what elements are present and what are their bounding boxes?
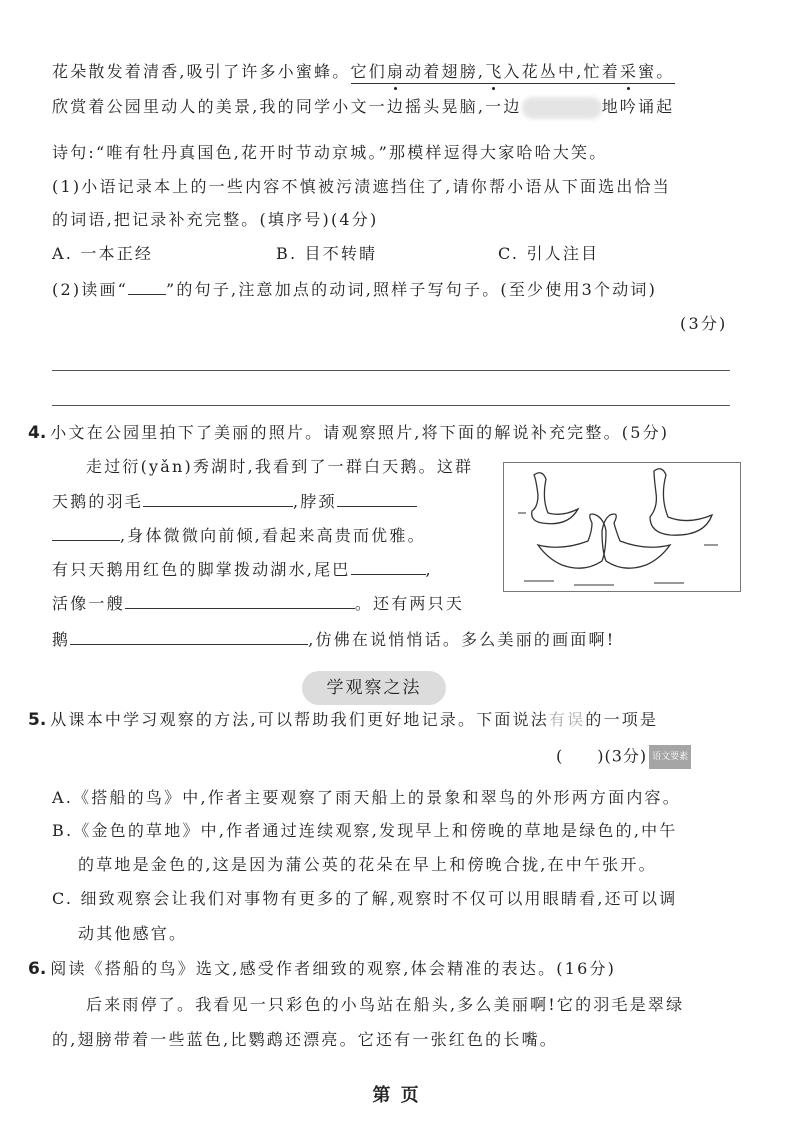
category-tag: 语文要素 [649,745,691,769]
question-number: 4. [28,423,47,443]
q5-option-c: C. 细致观察会让我们对事物有更多的了解,观察时不仅可以用眼睛看,还可以调 [52,889,678,908]
text: , [425,560,433,579]
q4-line1: 走过衍(yǎn)秀湖时,我看到了一群白天鹅。这群 [86,457,474,476]
dotted-verb: 扇 [386,62,406,81]
dotted-verb: 飞 [485,62,504,81]
section-badge: 学观察之法 [302,671,446,705]
q4-line3 [52,524,426,547]
underlined-sentence [351,62,675,84]
text: 鹅 [52,630,71,649]
text: 活像一艘 [52,594,125,613]
text: 有只天鹅用红色的脚掌拨动湖水,尾巴 [52,560,351,579]
q6-stem [28,958,616,980]
passage-line-1 [52,61,675,83]
q5-option-a: A.《搭船的鸟》中,作者主要观察了雨天船上的景象和翠鸟的外形两方面内容。 [52,788,681,807]
text: 天鹅的羽毛 [52,492,144,511]
swan-left-back [532,473,578,524]
q4-line5 [52,592,464,615]
option-a: A. 一本正经 [52,244,154,263]
passage-line-3: 诗句:“唯有牡丹真国色,花开时节动京城。”那模样逗得大家哈哈大笑。 [52,143,608,162]
answer-line[interactable] [52,405,730,406]
emphasis-text: 有误 [548,710,586,729]
fill-blank[interactable] [125,592,355,609]
q4-line4 [52,558,433,581]
fill-blank[interactable] [143,490,293,507]
q3-1-line1: (1)小语记录本上的一些内容不慎被污渍遮挡住了,请你帮小语从下面选出恰当 [52,177,671,196]
fill-blank[interactable] [351,558,426,575]
q5-option-b-cont: 的草地是金色的,这是因为蒲公英的花朵在早上和傍晚合拢,在中午张开。 [78,855,657,874]
text: ,身体微微向前倾,看起来高贵而优雅。 [120,526,426,545]
q6-passage-line2: 的,翅膀带着一些蓝色,比鹦鹉还漂亮。它还有一张红色的长嘴。 [52,1030,558,1049]
text: 阅读《搭船的鸟》选文,感受作者细致的观察,体会精准的表达。(16分) [50,959,617,978]
underline-sample [128,278,166,295]
fill-blank[interactable] [70,628,308,645]
q6-passage-line1: 后来雨停了。我看见一只彩色的小鸟站在船头,多么美丽啊!它的羽毛是翠绿 [86,995,685,1014]
dotted-verb: 采 [619,62,639,81]
passage-line-2 [52,96,674,119]
swan-right-back [650,469,712,535]
text: 入花丛中,忙着 [503,62,620,81]
text: 的一项是 [585,710,659,729]
fill-blank[interactable] [337,490,417,507]
q3-2-score: (3分) [680,314,728,333]
text: 欣赏着公园里动人的美景,我的同学小文一边摇头晃脑,一边 [52,97,522,116]
q5-answer-row [556,745,691,769]
text: 动着翅膀, [405,62,486,81]
fill-blank[interactable] [52,524,120,541]
q5-stem [28,709,658,731]
answer-bracket[interactable]: ( )(3分) [556,746,648,766]
text: 。还有两只天 [354,594,465,613]
q4-stem [28,422,669,444]
q5-option-b: B.《金色的草地》中,作者通过连续观察,发现早上和傍晚的草地是绿色的,中午 [52,821,678,840]
q4-line2 [52,490,417,513]
text: ,仿佛在说悄悄话。多么美丽的画面啊! [308,630,616,649]
q4-line6 [52,628,615,651]
q3-1-line2: 的词语,把记录补充完整。(填序号)(4分) [52,210,379,229]
text: ,脖颈 [293,492,337,511]
page-footer: 第 页 [372,1085,421,1106]
text: 花朵散发着清香,吸引了许多小蜜蜂。 [52,62,351,81]
swan-left-front [538,514,606,568]
swan-right-front [602,514,670,568]
text: (2)读画“ [52,280,129,299]
swan-photo [503,462,741,592]
question-number: 6. [28,959,47,979]
question-number: 5. [28,710,47,730]
option-b: B. 目不转睛 [276,244,378,263]
answer-line[interactable] [52,370,730,371]
q5-option-c-cont: 动其他感官。 [78,924,188,943]
text: 它们 [350,62,387,81]
text: ”的句子,注意加点的动词,照样子写句子。(至少使用3个动词) [166,280,658,299]
option-c: C. 引人注目 [498,244,600,263]
stain-blank [522,97,602,119]
text: 从课本中学习观察的方法,可以帮助我们更好地记录。下面说法 [50,710,549,729]
text: 小文在公园里拍下了美丽的照片。请观察照片,将下面的解说补充完整。(5分) [50,423,670,442]
q3-2-line [52,278,657,301]
text: 蜜。 [638,62,675,81]
text: 地吟诵起 [601,97,675,116]
